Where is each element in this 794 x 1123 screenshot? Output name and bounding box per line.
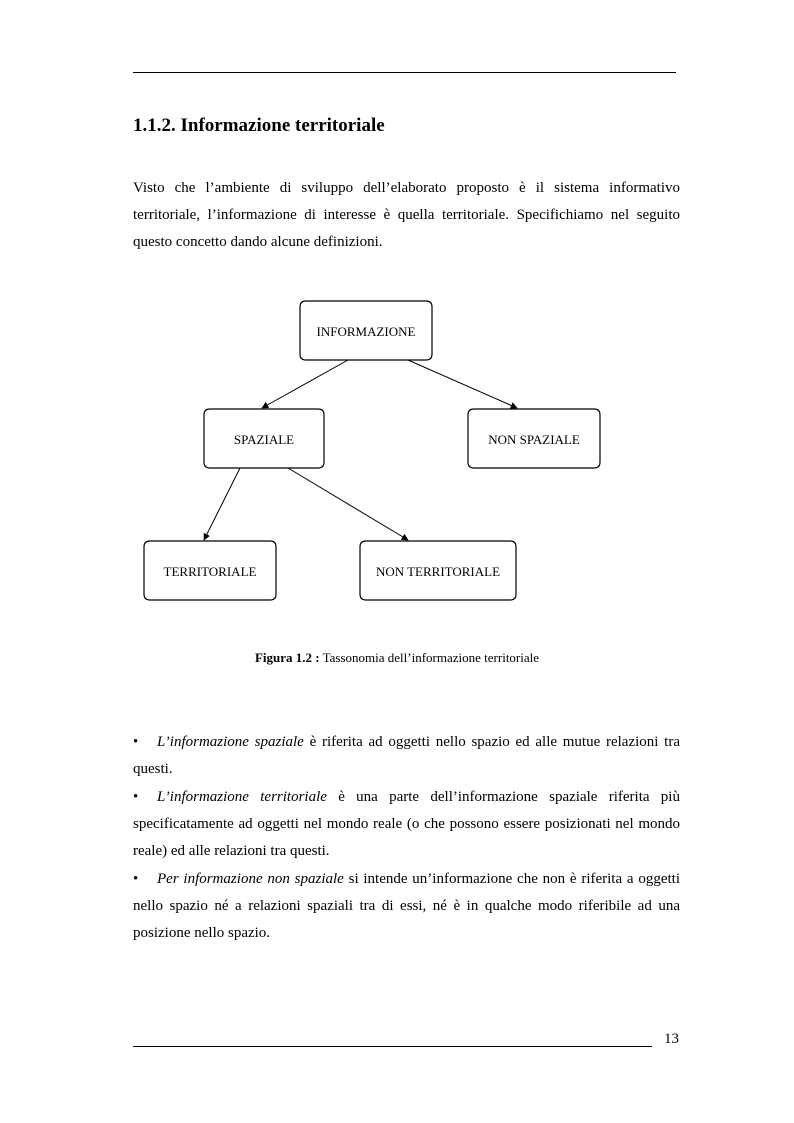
node-label-non-spaziale: NON SPAZIALE bbox=[488, 432, 580, 447]
definition-term: L’informazione spaziale bbox=[157, 734, 304, 750]
bullet-icon: • bbox=[133, 871, 139, 887]
page-number: 13 bbox=[664, 1031, 679, 1047]
definition-text: si intende un’informazione che non è riferita a oggetti nello spazio né a relazioni spaziali tra di essi, né è in qualche modo riferibile ad una posizione nello spazio. bbox=[133, 871, 680, 941]
node-label-non-territoriale: NON TERRITORIALE bbox=[375, 564, 501, 579]
edge-root-nonspatial bbox=[408, 360, 517, 408]
definition-list bbox=[133, 729, 680, 948]
intro-paragraph: Visto che l’ambiente di sviluppo dell’elaborato proposto è il sistema informativo territoriale, l’informazione di interesse è quella territoriale. Specifichiamo nel seguito questo concetto dando alcune definizioni. bbox=[133, 180, 680, 250]
list-item bbox=[133, 784, 680, 865]
list-item bbox=[133, 729, 680, 783]
node-label-territoriale: TERRITORIALE bbox=[163, 564, 257, 579]
node-label-spaziale: SPAZIALE bbox=[233, 432, 295, 447]
edge-spatial-nonterritorial bbox=[288, 468, 408, 540]
section-title: Informazione territoriale bbox=[180, 115, 385, 136]
footer-rule bbox=[133, 1046, 652, 1047]
definition-text: è riferita ad oggetti nello spazio ed alle mutue relazioni tra questi. bbox=[133, 734, 680, 777]
definition-term: L’informazione territoriale bbox=[157, 789, 327, 805]
edge-spatial-territorial bbox=[204, 468, 240, 540]
section-number: 1.1.2. bbox=[133, 115, 176, 136]
bullet-icon: • bbox=[133, 734, 139, 750]
definition-text: è una parte dell’informazione spaziale riferita più specificatamente ad oggetti nel mondo reale (o che possono essere posizionati nel mondo reale) ed alle relazioni tra questi. bbox=[133, 789, 680, 859]
caption-text: Tassonomia dell’informazione territoriale bbox=[319, 650, 540, 665]
edge-root-spatial bbox=[262, 360, 348, 408]
node-label-informazione: INFORMAZIONE bbox=[316, 324, 416, 339]
bullet-icon: • bbox=[133, 789, 139, 805]
caption-label: Figura 1.2 : bbox=[254, 650, 320, 665]
list-item bbox=[133, 866, 680, 947]
definition-term: Per informazione non spaziale bbox=[157, 871, 344, 887]
figure-caption bbox=[0, 650, 794, 666]
